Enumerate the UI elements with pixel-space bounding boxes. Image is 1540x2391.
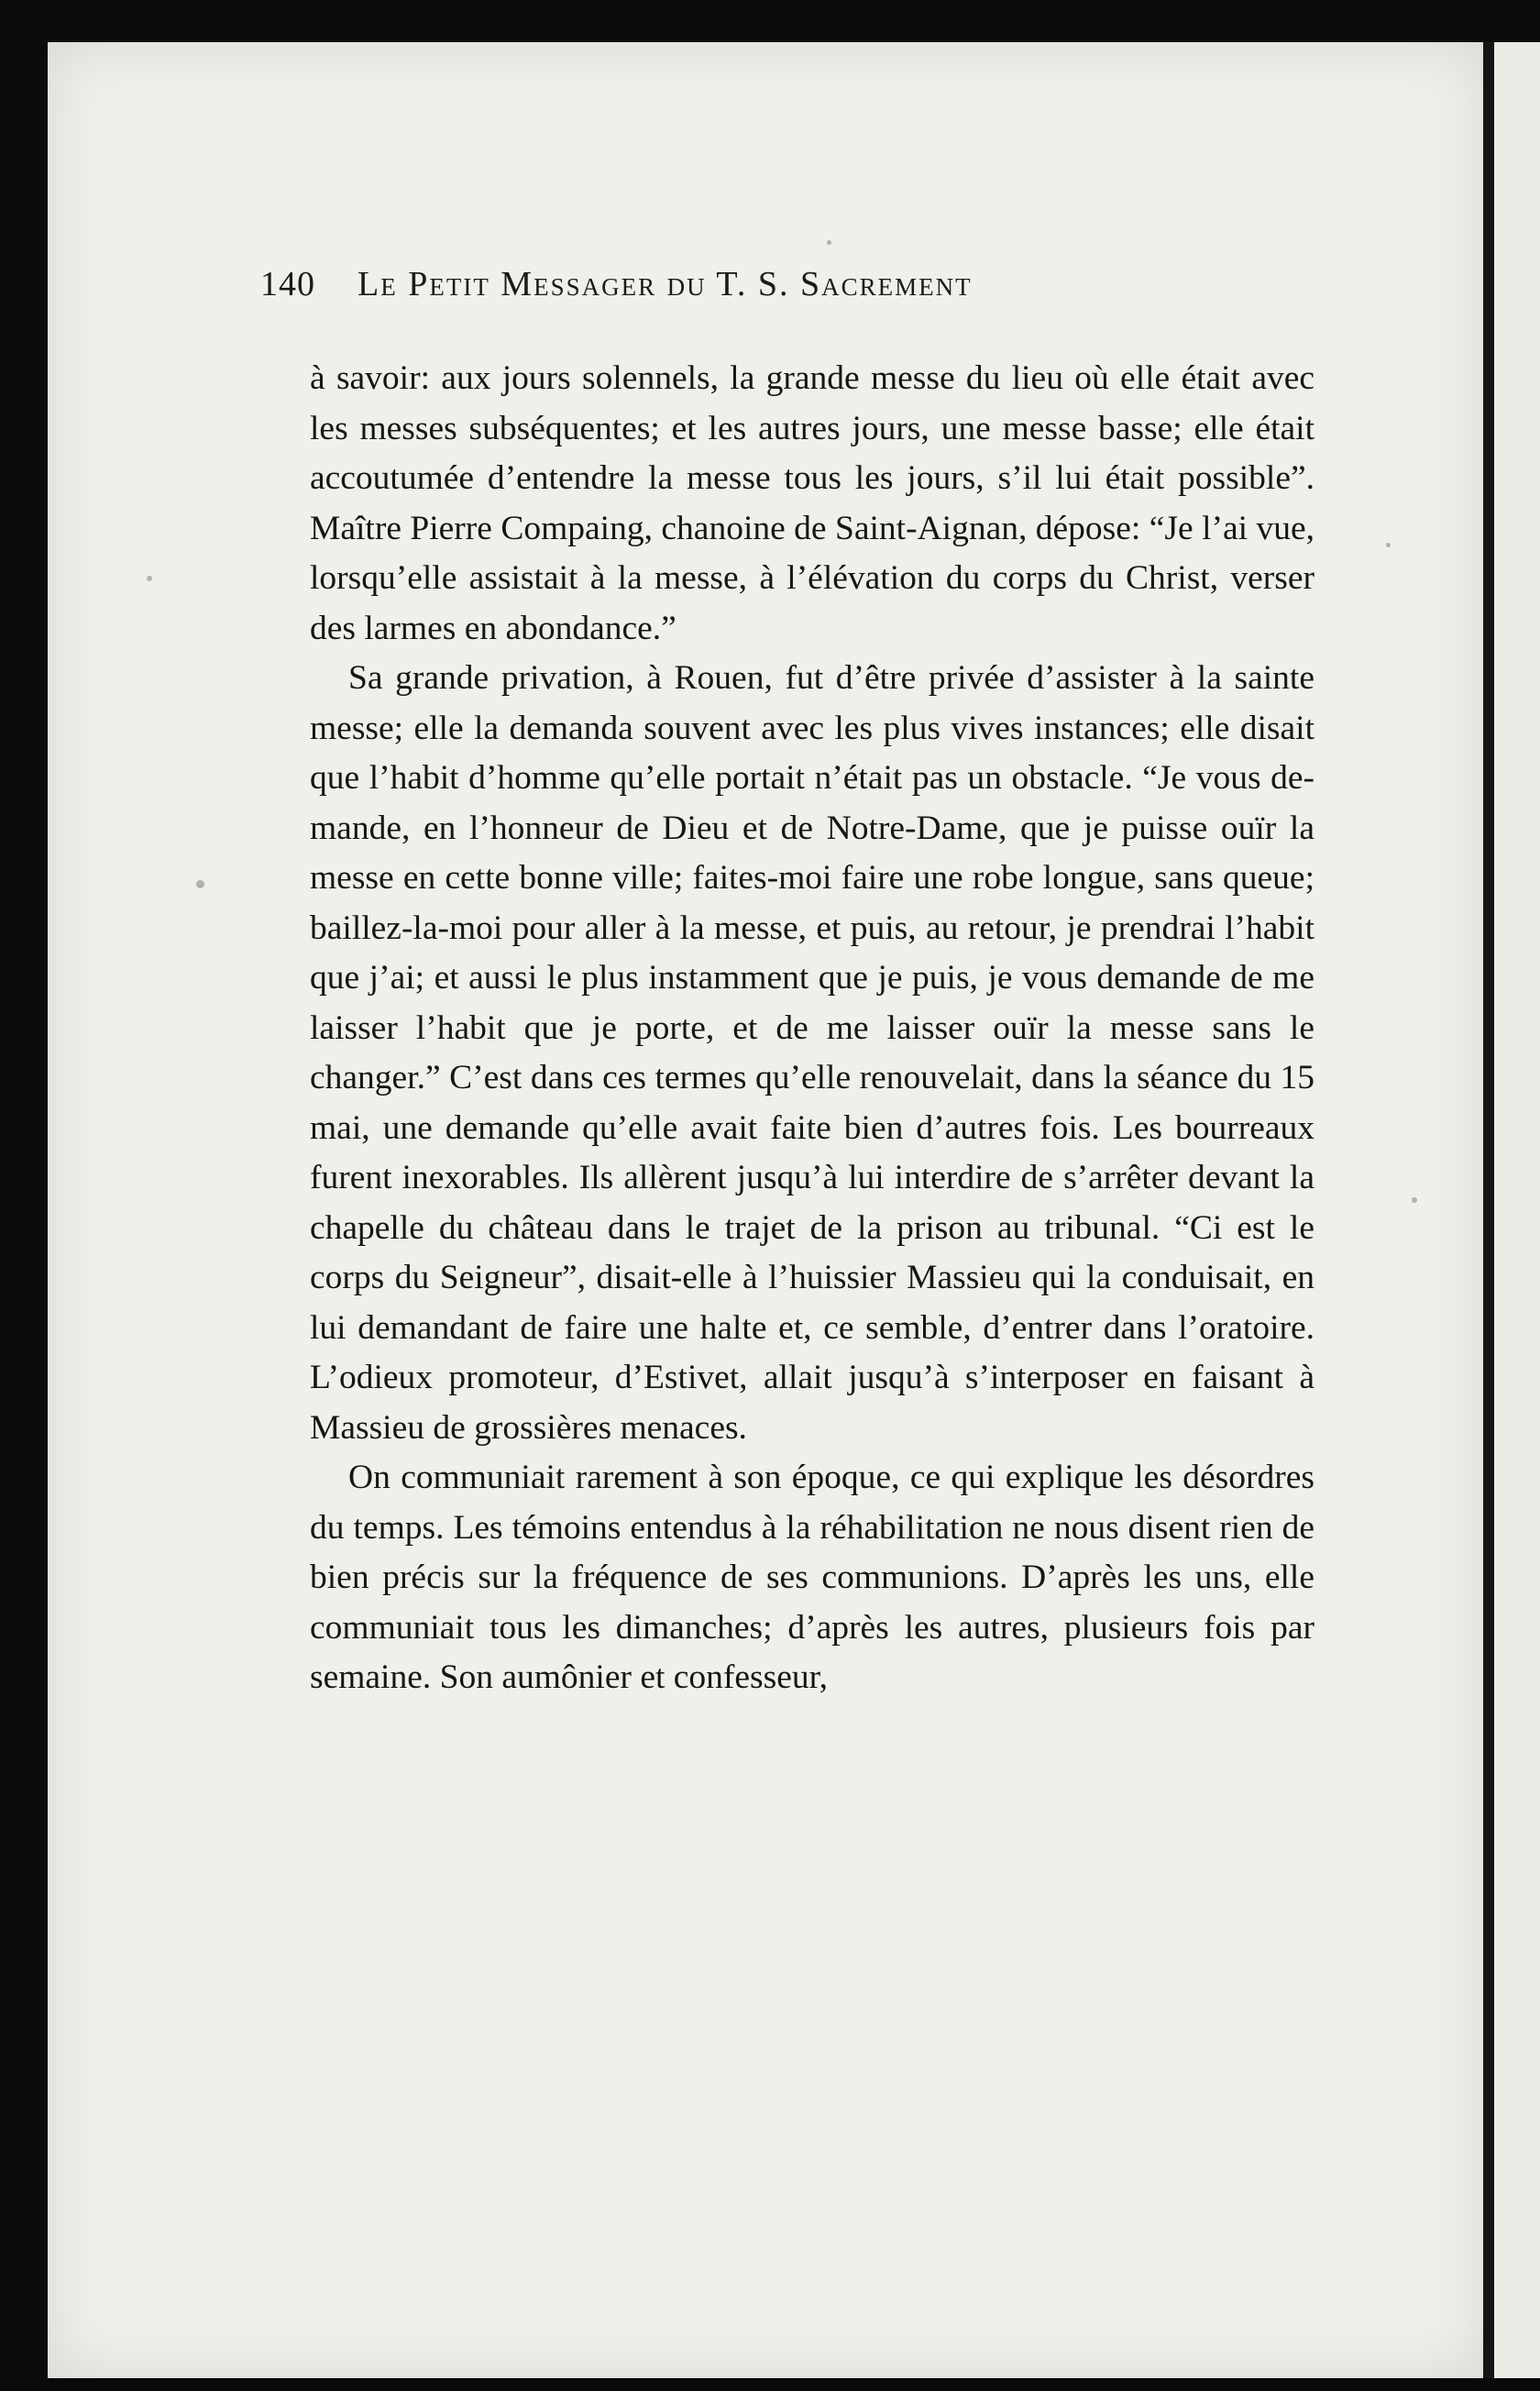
paper-speck [827,240,831,245]
page-number: 140 [260,265,315,303]
paragraph: On communiait rarement à son époque, ce qui explique les désordres du temps. Les témoins entendus à la réhabilitation ne nous disent rien de bien précis sur la fréquence de ses communions. D’après les uns, elle communiait tous les dimanches; d’après les autres, plusieurs fois par semaine. Son aumônier et confesseur, [310,1459,1314,1696]
paper-speck [147,576,152,581]
paper-speck [1412,1197,1417,1203]
scan-border [0,2378,1540,2391]
running-header [260,264,1177,319]
book-gutter [1483,42,1494,2378]
paragraph: à savoir: aux jours solennels, la grande messe du lieu où elle était avec les messes subséquentes; et les autres jours, une messe basse; elle était accoutumée d’entendre la messe tous les jours, s’il lui était possible”. Maître Pierre Compaing, chanoine de Saint-Aignan, dépose: “Je l’ai vue, lorsqu’elle assistait à la messe, à l’élévation du corps du Christ, verser des larmes en abondance.” [310,359,1314,647]
facing-page-edge [1494,42,1540,2378]
paragraph: Sa grande privation, à Rouen, fut d’être privée d’assister à la sainte messe; elle la demanda souvent avec les plus vives instances; elle disait que l’habit d’homme qu’elle portait n’était pas un obstacle. “Je vous demande, en l’honneur de Dieu et de Notre-Dame, que je puisse ouïr la messe en cette bonne ville; faites-moi faire une robe longue, sans queue; baillez-la-moi pour aller à la messe, et puis, au retour, je prendrai l’habit que j’ai; et aussi le plus instamment que je puis, je vous demande de me laisser l’habit que je porte, et de me laisser ouïr la messe sans le changer.” C’est dans ces termes qu’elle renouvelait, dans la séance du 15 mai, une demande qu’elle avait faite bien d’autres fois. Les bourreaux furent inexorables. Ils allèrent jusqu’à lui interdire de s’arrêter devant la chapelle du château dans le trajet de la prison au tribunal. “Ci est le corps du Seigneur”, disait-elle à l’huissier Massieu qui la conduisait, en lui demandant de faire une halte et, ce semble, d’entrer dans l’oratoire. L’odieux promoteur, d’Estivet, allait jusqu’à s’interposer en faisant à Massieu de grossières menaces. [310,659,1314,1447]
body-text [310,354,1314,1703]
paper-speck [1386,543,1391,547]
running-title: Le Petit Messager du T. S. Sacrement [358,265,973,303]
paper-speck [196,880,204,888]
